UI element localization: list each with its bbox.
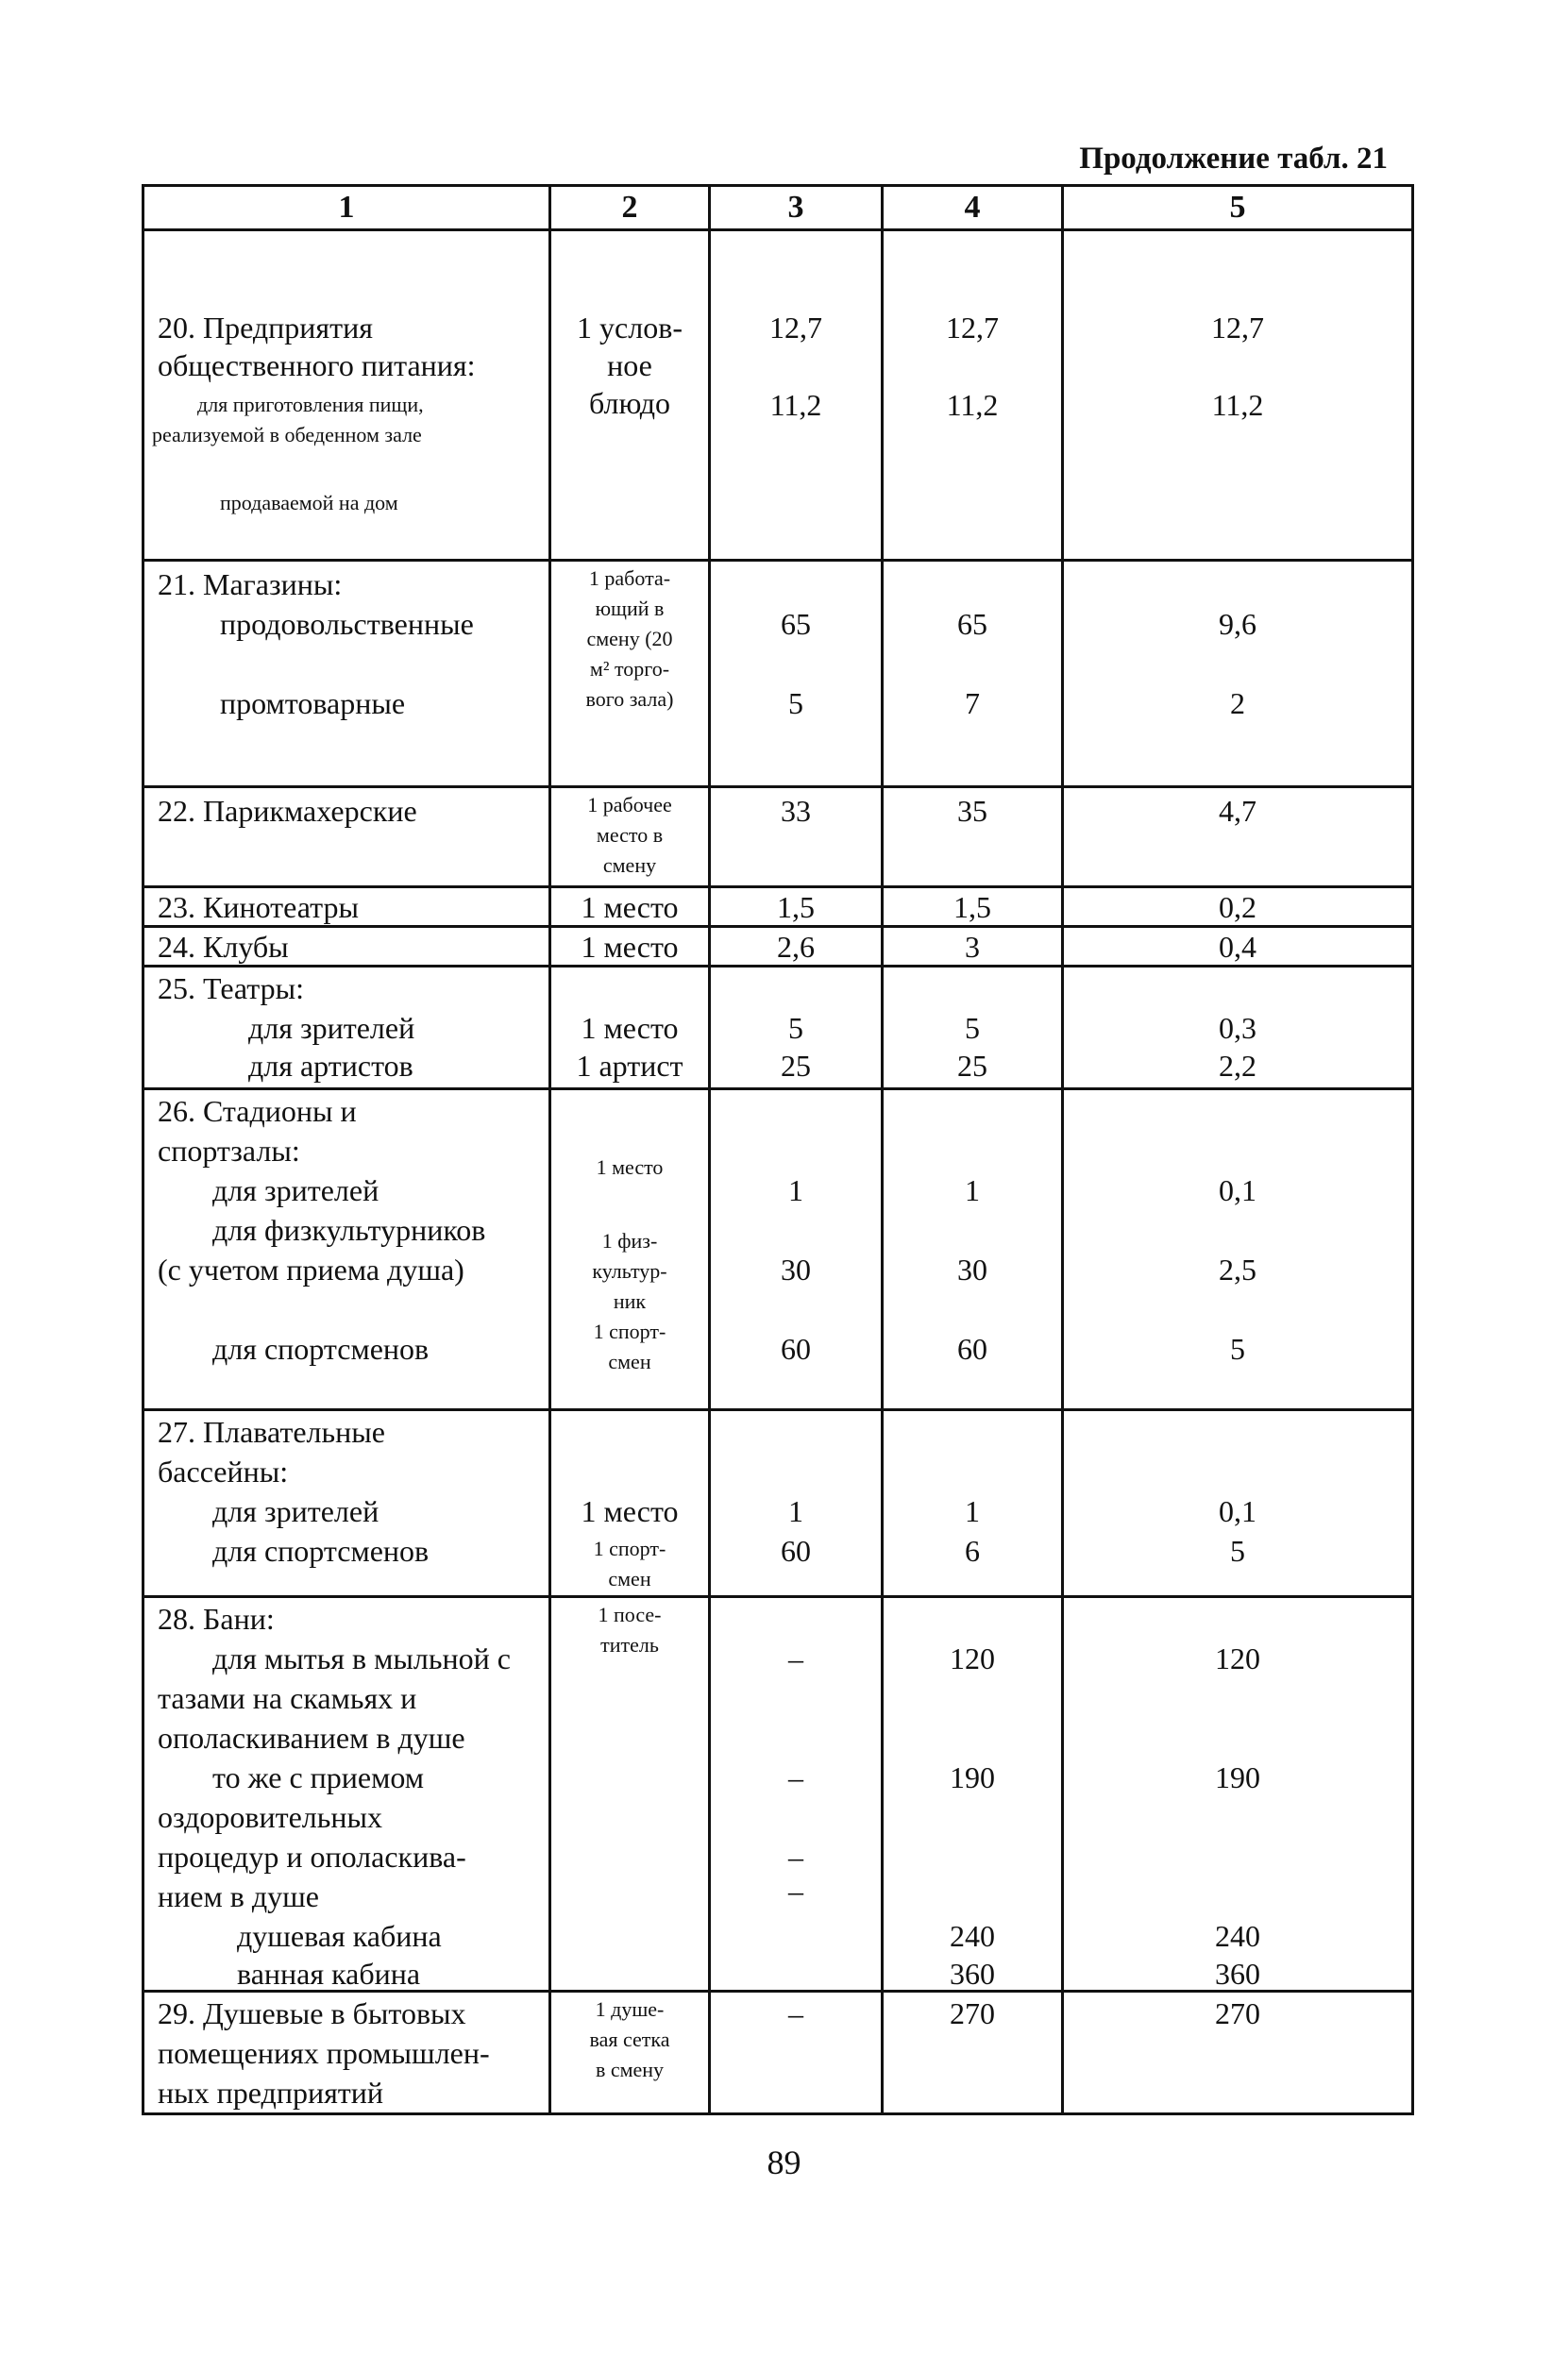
cell-value: 0,4 <box>1219 930 1256 964</box>
cell-value: 33 <box>781 794 811 828</box>
row-subitem-cont: процедур и ополаскива- <box>158 1840 466 1874</box>
row-title-cont: спортзалы: <box>158 1134 300 1168</box>
row-subitem: ванная кабина <box>237 1957 421 1991</box>
row-subitem: для зрителей <box>248 1011 415 1045</box>
row-subitem-cont: нием в душе <box>158 1879 319 1913</box>
cell-value: 25 <box>781 1049 811 1083</box>
cell-value: 3 <box>965 930 980 964</box>
cell-value: 1 <box>788 1173 803 1207</box>
unit-label: смену (20 <box>586 627 673 650</box>
row-title: 26. Стадионы и <box>158 1094 357 1128</box>
unit-label: место в <box>596 823 664 847</box>
header-col-3: 3 <box>710 186 883 230</box>
cell-value: 360 <box>950 1957 995 1991</box>
cell-value: 0,1 <box>1219 1173 1256 1207</box>
cell-value: 60 <box>957 1332 987 1366</box>
cell-value: – <box>788 1840 803 1874</box>
cell-value: 2,6 <box>777 930 815 964</box>
row-subitem-cont: (с учетом приема душа) <box>158 1253 464 1287</box>
cell-value: 11,2 <box>769 388 822 422</box>
row-subitem: продовольственные <box>220 607 474 641</box>
row-title: 23. Кинотеатры <box>158 890 359 924</box>
header-col-1: 1 <box>143 186 550 230</box>
row-title: 21. Магазины: <box>158 567 343 601</box>
row-subitem: для спортсменов <box>212 1534 430 1568</box>
cell-value: 6 <box>965 1534 980 1568</box>
row-subitem-cont: ополаскиванием в душе <box>158 1721 465 1755</box>
table-row <box>143 927 1413 967</box>
cell-value: 360 <box>1215 1957 1260 1991</box>
cell-value: 65 <box>781 607 811 641</box>
row-subitem: для зрителей <box>212 1494 379 1528</box>
table-row <box>143 230 1413 561</box>
row-subitem-cont: реализуемой в обеденном зале <box>152 423 422 446</box>
cell-value: 60 <box>781 1534 811 1568</box>
unit-label: титель <box>600 1633 659 1657</box>
row-title: 20. Предприятия <box>158 311 373 345</box>
unit-label: 1 спорт- <box>593 1320 666 1343</box>
unit-label: 1 спорт- <box>593 1537 666 1560</box>
data-table <box>142 184 1414 2115</box>
cell-value: 2 <box>1230 686 1245 720</box>
unit-label: смен <box>608 1567 651 1590</box>
cell-value: 1,5 <box>777 890 815 924</box>
unit-label: 1 место <box>581 1011 679 1045</box>
cell-value: 4,7 <box>1219 794 1256 828</box>
cell-value: 5 <box>788 686 803 720</box>
cell-value: 120 <box>950 1641 995 1675</box>
header-row <box>143 186 1413 230</box>
cell-value: – <box>788 1760 803 1794</box>
cell-value: 12,7 <box>946 311 999 345</box>
cell-value: 5 <box>788 1011 803 1045</box>
unit-label: смену <box>602 853 657 877</box>
row-subitem: для приготовления пищи, <box>197 393 424 416</box>
unit-label: 1 посе- <box>598 1603 662 1626</box>
cell-value: 190 <box>950 1760 995 1794</box>
cell-value: – <box>788 1641 803 1675</box>
cell-value: 65 <box>957 607 987 641</box>
unit-label: вая сетка <box>589 2028 670 2051</box>
cell-value: 5 <box>1230 1534 1245 1568</box>
cell-value: 0,1 <box>1219 1494 1256 1528</box>
cell-value: 1 <box>788 1494 803 1528</box>
table-row <box>143 1992 1413 2114</box>
cell-value: 7 <box>965 686 980 720</box>
unit-label: м² торго- <box>589 657 670 681</box>
cell-value: 120 <box>1215 1641 1260 1675</box>
row-subitem: продаваемой на дом <box>220 491 398 514</box>
unit-label: 1 работа- <box>588 566 671 590</box>
unit-label: ющий в <box>595 597 665 620</box>
cell-value: 35 <box>957 794 987 828</box>
unit-label: культур- <box>592 1259 667 1283</box>
table-row <box>143 887 1413 927</box>
cell-value: – <box>788 1996 803 2030</box>
row-title-cont: общественного питания: <box>158 348 476 382</box>
cell-value: 5 <box>965 1011 980 1045</box>
unit-label: 1 место <box>596 1155 664 1179</box>
row-title-cont: бассейны: <box>158 1455 289 1489</box>
unit-label: 1 место <box>581 930 679 964</box>
cell-value: 5 <box>1230 1332 1245 1366</box>
unit-label: 1 душе- <box>595 1997 665 2021</box>
table-caption: Продолжение табл. 21 <box>1079 142 1388 176</box>
row-subitem: для зрителей <box>212 1173 379 1207</box>
cell-value: 2,2 <box>1219 1049 1256 1083</box>
cell-value: 1 <box>965 1494 980 1528</box>
row-subitem-cont: оздоровительных <box>158 1800 382 1834</box>
unit-label: смен <box>608 1350 651 1373</box>
cell-value: 12,7 <box>769 311 822 345</box>
row-subitem: душевая кабина <box>237 1919 442 1953</box>
cell-value: 2,5 <box>1219 1253 1256 1287</box>
row-subitem: для физкультурников <box>212 1213 486 1247</box>
cell-value: 30 <box>781 1253 811 1287</box>
row-title: 27. Плавательные <box>158 1415 385 1449</box>
cell-value: 30 <box>957 1253 987 1287</box>
cell-value: 270 <box>1215 1996 1260 2030</box>
row-subitem: промтоварные <box>220 686 406 720</box>
cell-value: 240 <box>950 1919 995 1953</box>
unit-label: 1 место <box>581 890 679 924</box>
header-col-4: 4 <box>883 186 1063 230</box>
cell-value: 270 <box>950 1996 995 2030</box>
table-row <box>143 787 1413 887</box>
cell-value: 11,2 <box>946 388 999 422</box>
unit-label: 1 артист <box>576 1049 683 1083</box>
cell-value: 12,7 <box>1211 311 1264 345</box>
cell-value: 9,6 <box>1219 607 1256 641</box>
row-title-cont: помещениях промышлен- <box>158 2036 490 2070</box>
unit-label: вого зала) <box>585 687 674 711</box>
row-subitem: то же с приемом <box>212 1760 424 1794</box>
header-col-2: 2 <box>550 186 710 230</box>
cell-value: – <box>788 1874 803 1908</box>
row-subitem: для артистов <box>248 1049 413 1083</box>
table-row <box>143 1089 1413 1410</box>
unit-label: ник <box>613 1289 647 1313</box>
row-title: 22. Парикмахерские <box>158 794 417 828</box>
unit-label: в смену <box>595 2058 665 2081</box>
cell-value: 1,5 <box>953 890 991 924</box>
cell-value: 0,2 <box>1219 890 1256 924</box>
cell-value: 60 <box>781 1332 811 1366</box>
row-title: 25. Театры: <box>158 971 305 1005</box>
table-row <box>143 1597 1413 1992</box>
table-row <box>143 561 1413 787</box>
unit-label: 1 услов- <box>577 311 683 345</box>
header-col-5: 5 <box>1063 186 1413 230</box>
unit-label: блюдо <box>588 386 670 420</box>
table-row <box>143 1410 1413 1597</box>
cell-value: 1 <box>965 1173 980 1207</box>
cell-value: 240 <box>1215 1919 1260 1953</box>
row-title: 24. Клубы <box>158 930 289 964</box>
row-title: 28. Бани: <box>158 1602 275 1636</box>
row-subitem: для мытья в мыльной с <box>212 1641 511 1675</box>
cell-value: 11,2 <box>1211 388 1264 422</box>
row-title-cont: ных предприятий <box>158 2076 384 2110</box>
row-subitem-cont: тазами на скамьях и <box>158 1681 417 1715</box>
unit-label: 1 место <box>581 1494 679 1528</box>
page-number: 89 <box>767 2144 801 2181</box>
unit-label: ное <box>607 348 652 382</box>
table-row <box>143 967 1413 1089</box>
unit-label: 1 рабочее <box>587 793 672 816</box>
cell-value: 190 <box>1215 1760 1260 1794</box>
unit-label: 1 физ- <box>601 1229 658 1253</box>
row-title: 29. Душевые в бытовых <box>158 1996 466 2030</box>
cell-value: 0,3 <box>1219 1011 1256 1045</box>
row-subitem: для спортсменов <box>212 1332 430 1366</box>
cell-value: 25 <box>957 1049 987 1083</box>
